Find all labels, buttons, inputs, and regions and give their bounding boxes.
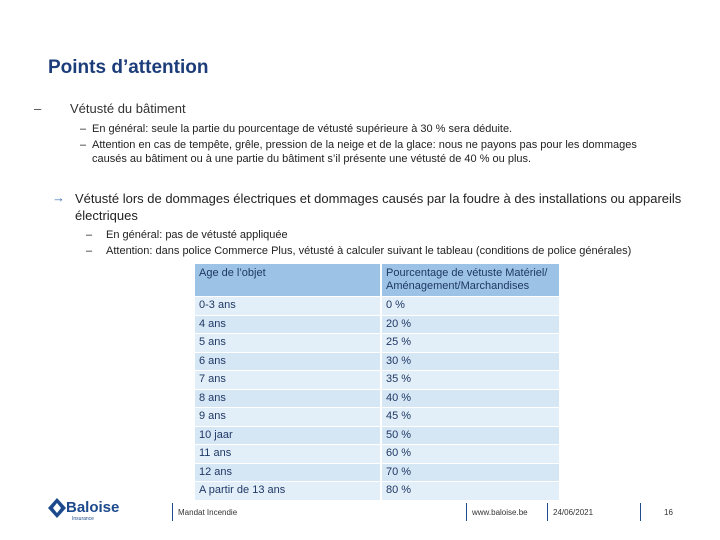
cell-age: 6 ans <box>195 352 381 371</box>
table-header-row <box>195 264 560 297</box>
cell-percentage: 60 % <box>381 445 560 464</box>
table-row <box>195 426 560 445</box>
cell-percentage: 70 % <box>381 463 560 482</box>
page-title: Points d’attention <box>48 57 209 78</box>
list-item <box>86 228 646 242</box>
cell-age: 12 ans <box>195 463 381 482</box>
vetuste-table <box>195 264 561 500</box>
table-row <box>195 463 560 482</box>
baloise-logo-icon <box>48 498 66 518</box>
logo-text: Baloise <box>66 499 120 516</box>
logo-subtitle: Insurance <box>72 516 94 522</box>
table-row <box>195 408 560 427</box>
footer-divider <box>547 503 548 521</box>
cell-age: A partir de 13 ans <box>195 482 381 500</box>
table-row <box>195 389 560 408</box>
dash-bullet: – <box>86 229 93 241</box>
cell-percentage: 80 % <box>381 482 560 500</box>
table-row <box>195 371 560 390</box>
cell-percentage: 20 % <box>381 315 560 334</box>
list-item <box>80 138 640 166</box>
footer-divider <box>172 503 173 521</box>
dash-bullet: – <box>34 101 42 116</box>
cell-age: 4 ans <box>195 315 381 334</box>
list-item <box>86 244 636 258</box>
list-item-text: Attention en cas de tempête, grêle, pression de la neige et de la glace: nous ne payons pas pour les dommages causés au bâtiment ou à une partie du bâtiment s’il présente une vétusté de 40 % ou plus. <box>92 139 637 165</box>
document-name: Mandat Incendie <box>178 508 238 517</box>
dash-bullet: – <box>86 245 93 257</box>
header-percentage: Pourcentage de vétuste Matériel/ Aménagement/Marchandises <box>381 264 560 297</box>
table-row <box>195 352 560 371</box>
footer <box>0 495 720 535</box>
website: www.baloise.be <box>472 508 528 517</box>
cell-percentage: 25 % <box>381 334 560 353</box>
cell-percentage: 40 % <box>381 389 560 408</box>
table-row <box>195 297 560 316</box>
header-age: Age de l’objet <box>195 264 381 297</box>
cell-age: 9 ans <box>195 408 381 427</box>
page-number: 16 <box>664 508 673 517</box>
cell-age: 0-3 ans <box>195 297 381 316</box>
cell-percentage: 50 % <box>381 426 560 445</box>
cell-percentage: 45 % <box>381 408 560 427</box>
dash-bullet: – <box>80 123 87 135</box>
section-heading: Vétusté du bâtiment <box>70 101 186 116</box>
list-item-text: En général: pas de vétusté appliquée <box>106 229 288 241</box>
cell-age: 10 jaar <box>195 426 381 445</box>
date: 24/06/2021 <box>553 508 594 517</box>
section-heading: Vétusté lors de dommages électriques et dommages causés par la foudre à des installations ou appareils électriques <box>75 191 682 223</box>
dash-bullet: – <box>80 139 87 151</box>
table-row <box>195 445 560 464</box>
cell-percentage: 35 % <box>381 371 560 390</box>
footer-divider <box>640 503 641 521</box>
arrow-bullet-icon: → <box>52 190 65 205</box>
cell-percentage: 30 % <box>381 352 560 371</box>
cell-age: 7 ans <box>195 371 381 390</box>
table-row <box>195 315 560 334</box>
list-item-text: Attention: dans police Commerce Plus, vétusté à calculer suivant le tableau (conditions de police générales) <box>106 245 632 257</box>
list-item <box>80 122 640 136</box>
cell-percentage: 0 % <box>381 297 560 316</box>
cell-age: 5 ans <box>195 334 381 353</box>
cell-age: 11 ans <box>195 445 381 464</box>
cell-age: 8 ans <box>195 389 381 408</box>
footer-divider <box>466 503 467 521</box>
table-row <box>195 334 560 353</box>
list-item-text: En général: seule la partie du pourcentage de vétusté supérieure à 30 % sera déduite. <box>92 123 513 135</box>
